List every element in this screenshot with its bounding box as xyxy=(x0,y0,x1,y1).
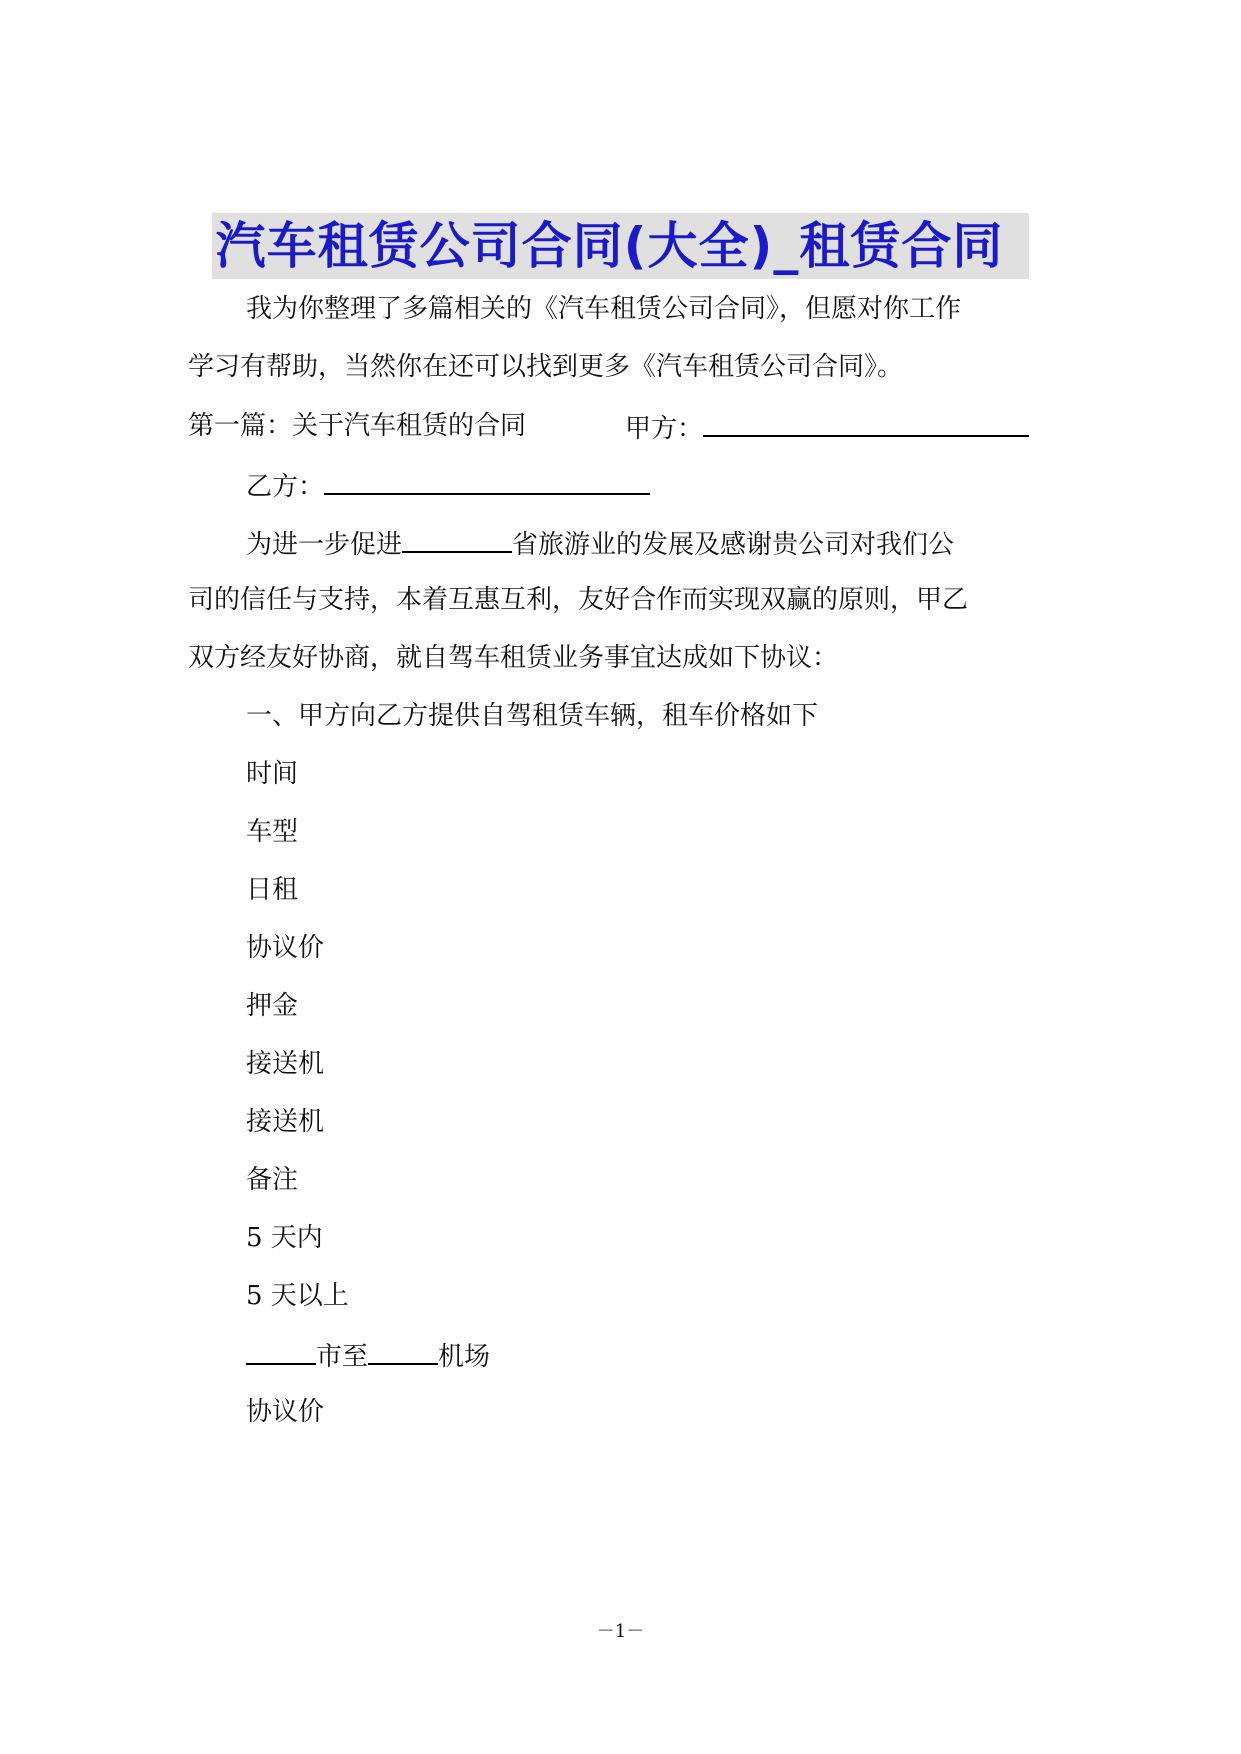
title-container xyxy=(0,213,1241,279)
airport-blank[interactable] xyxy=(368,1337,438,1365)
list-item: 时间 xyxy=(246,759,299,789)
para1-line-3: 双方经友好协商，就自驾车租赁业务事宜达成如下协议： xyxy=(188,643,839,673)
party-a-blank[interactable] xyxy=(703,409,1029,437)
section1-heading: 第一篇：关于汽车租赁的合同 xyxy=(188,411,527,441)
page-number: －1－ xyxy=(596,1621,645,1642)
list-item: 车型 xyxy=(246,817,299,847)
list-item: 押金 xyxy=(246,991,299,1021)
route-city-label: 市至 xyxy=(316,1342,369,1372)
para1-suffix: 省旅游业的发展及感谢贵公司对我们公 xyxy=(512,530,955,560)
para1-prefix: 为进一步促进 xyxy=(246,530,403,560)
list-item: 协议价 xyxy=(246,1397,325,1427)
list-item: 协议价 xyxy=(246,933,325,963)
route-airport-label: 机场 xyxy=(438,1342,491,1372)
province-blank[interactable] xyxy=(402,525,512,553)
party-b-blank[interactable] xyxy=(324,467,650,495)
intro-line-1: 我为你整理了多篇相关的《汽车租赁公司合同》，但愿对你工作 xyxy=(246,294,962,324)
para1-line-1 xyxy=(246,525,954,562)
document-title: 汽车租赁公司合同(大全)_租赁合同 xyxy=(212,213,1030,279)
list-item: 日租 xyxy=(246,875,299,905)
party-b-row xyxy=(246,467,650,504)
party-b-label: 乙方： xyxy=(246,472,325,502)
list-item: 接送机 xyxy=(246,1049,325,1079)
intro-line-2: 学习有帮助，当然你在还可以找到更多《汽车租赁公司合同》。 xyxy=(188,352,904,382)
city-blank[interactable] xyxy=(246,1337,316,1365)
para1-line-2: 司的信任与支持，本着互惠互利，友好合作而实现双赢的原则，甲乙 xyxy=(188,585,969,615)
section-heading-row xyxy=(188,409,1088,443)
party-a-label: 甲方： xyxy=(625,414,704,444)
list-item: 备注 xyxy=(246,1165,299,1195)
route-row xyxy=(246,1337,490,1374)
list-item: 接送机 xyxy=(246,1107,325,1137)
party-a-group xyxy=(625,409,1029,446)
list-item: 5 天内 xyxy=(246,1223,323,1253)
clause-1: 一、甲方向乙方提供自驾租赁车辆，租车价格如下 xyxy=(246,701,819,731)
list-item: 5 天以上 xyxy=(246,1281,349,1311)
